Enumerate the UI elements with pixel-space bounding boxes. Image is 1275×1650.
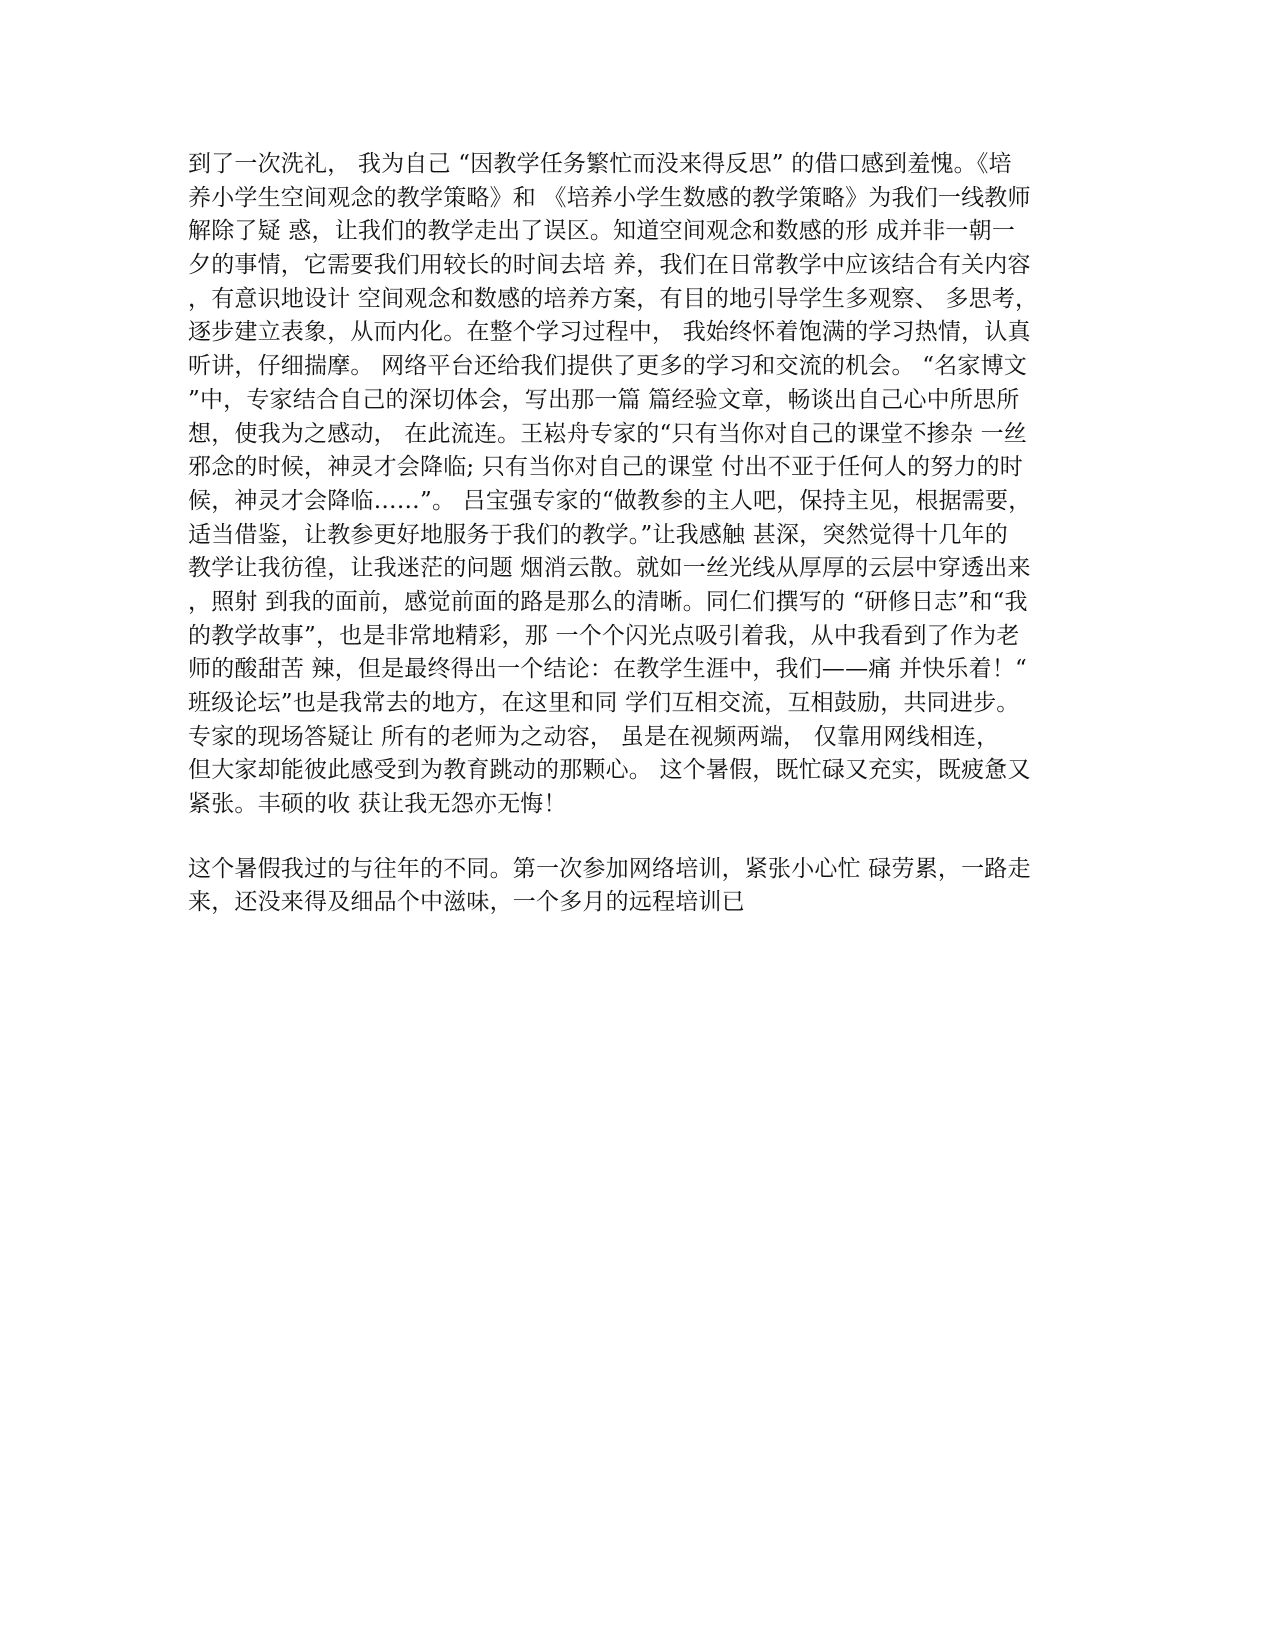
text-line: 紧张。丰硕的收 获让我无怨亦无悔！ xyxy=(188,791,567,818)
text-line: 想，使我为之感动， 在此流连。王崧舟专家的“只有当你对自己的课堂不掺杂 一丝 xyxy=(188,420,1027,447)
paragraph-reflection xyxy=(188,148,1093,822)
paragraph-summer-training xyxy=(188,853,1093,920)
text-line: 逐步建立表象，从而内化。在整个学习过程中， 我始终怀着饱满的学习热情，认真 xyxy=(188,319,1031,346)
text-line: ”中，专家结合自己的深切体会，写出那一篇 篇经验文章，畅谈出自己心中所思所 xyxy=(188,386,1020,413)
text-line: ，有意识地设计 空间观念和数感的培养方案，有目的地引导学生多观察、 多思考， xyxy=(188,285,1039,312)
text-line: ，照射 到我的面前，感觉前面的路是那么的清晰。同仁们撰写的 “研修日志”和“我 xyxy=(188,588,1028,615)
text-line: 解除了疑 惑，让我们的教学走出了误区。知道空间观念和数感的形 成并非一朝一 xyxy=(188,218,1016,245)
text-line: 邪念的时候，神灵才会降临; 只有当你对自己的课堂 付出不亚于任何人的努力的时 xyxy=(188,454,1023,481)
text-line: 候，神灵才会降临……”。 吕宝强专家的“做教参的主人吧，保持主见，根据需要， xyxy=(188,487,1032,514)
text-line: 养小学生空间观念的教学策略》和 《培养小学生数感的教学策略》为我们一线教师 xyxy=(188,184,1031,211)
text-line: 听讲，仔细揣摩。 网络平台还给我们提供了更多的学习和交流的机会。 “名家博文 xyxy=(188,353,1027,380)
text-line: 这个暑假我过的与往年的不同。第一次参加网络培训，紧张小心忙 碌劳累，一路走 xyxy=(188,855,1031,882)
text-line: 专家的现场答疑让 所有的老师为之动容， 虽是在视频两端， 仅靠用网线相连， xyxy=(188,723,1000,750)
text-line: 班级论坛”也是我常去的地方，在这里和同 学们互相交流，互相鼓励，共同进步。 xyxy=(188,690,1020,716)
text-line: 来，还没来得及细品个中滋味，一个多月的远程培训已 xyxy=(188,889,745,916)
text-line: 但大家却能彼此感受到为教育跳动的那颗心。 这个暑假，既忙碌又充实，既疲惫又 xyxy=(188,757,1031,784)
document-body xyxy=(188,148,1093,920)
text-line: 的教学故事”，也是非常地精彩，那 一个个闪光点吸引着我，从中我看到了作为老 xyxy=(188,622,1020,649)
text-line: 到了一次洗礼， 我为自己 “因教学任务繁忙而没来得反思” 的借口感到羞愧。《培 xyxy=(188,151,1012,177)
text-line: 教学让我彷徨，让我迷茫的问题 烟消云散。就如一丝光线从厚厚的云层中穿透出来 xyxy=(188,555,1031,582)
text-line: 夕的事情，它需要我们用较长的时间去培 养，我们在日常教学中应该结合有关内容 xyxy=(188,252,1031,279)
text-line: 适当借鉴，让教参更好地服务于我们的教学。”让我感触 甚深，突然觉得十几年的 xyxy=(188,521,1008,548)
paragraph-gap xyxy=(188,822,1093,853)
text-line: 师的酸甜苦 辣，但是最终得出一个结论：在教学生涯中，我们——痛 并快乐着！“ xyxy=(188,656,1027,683)
